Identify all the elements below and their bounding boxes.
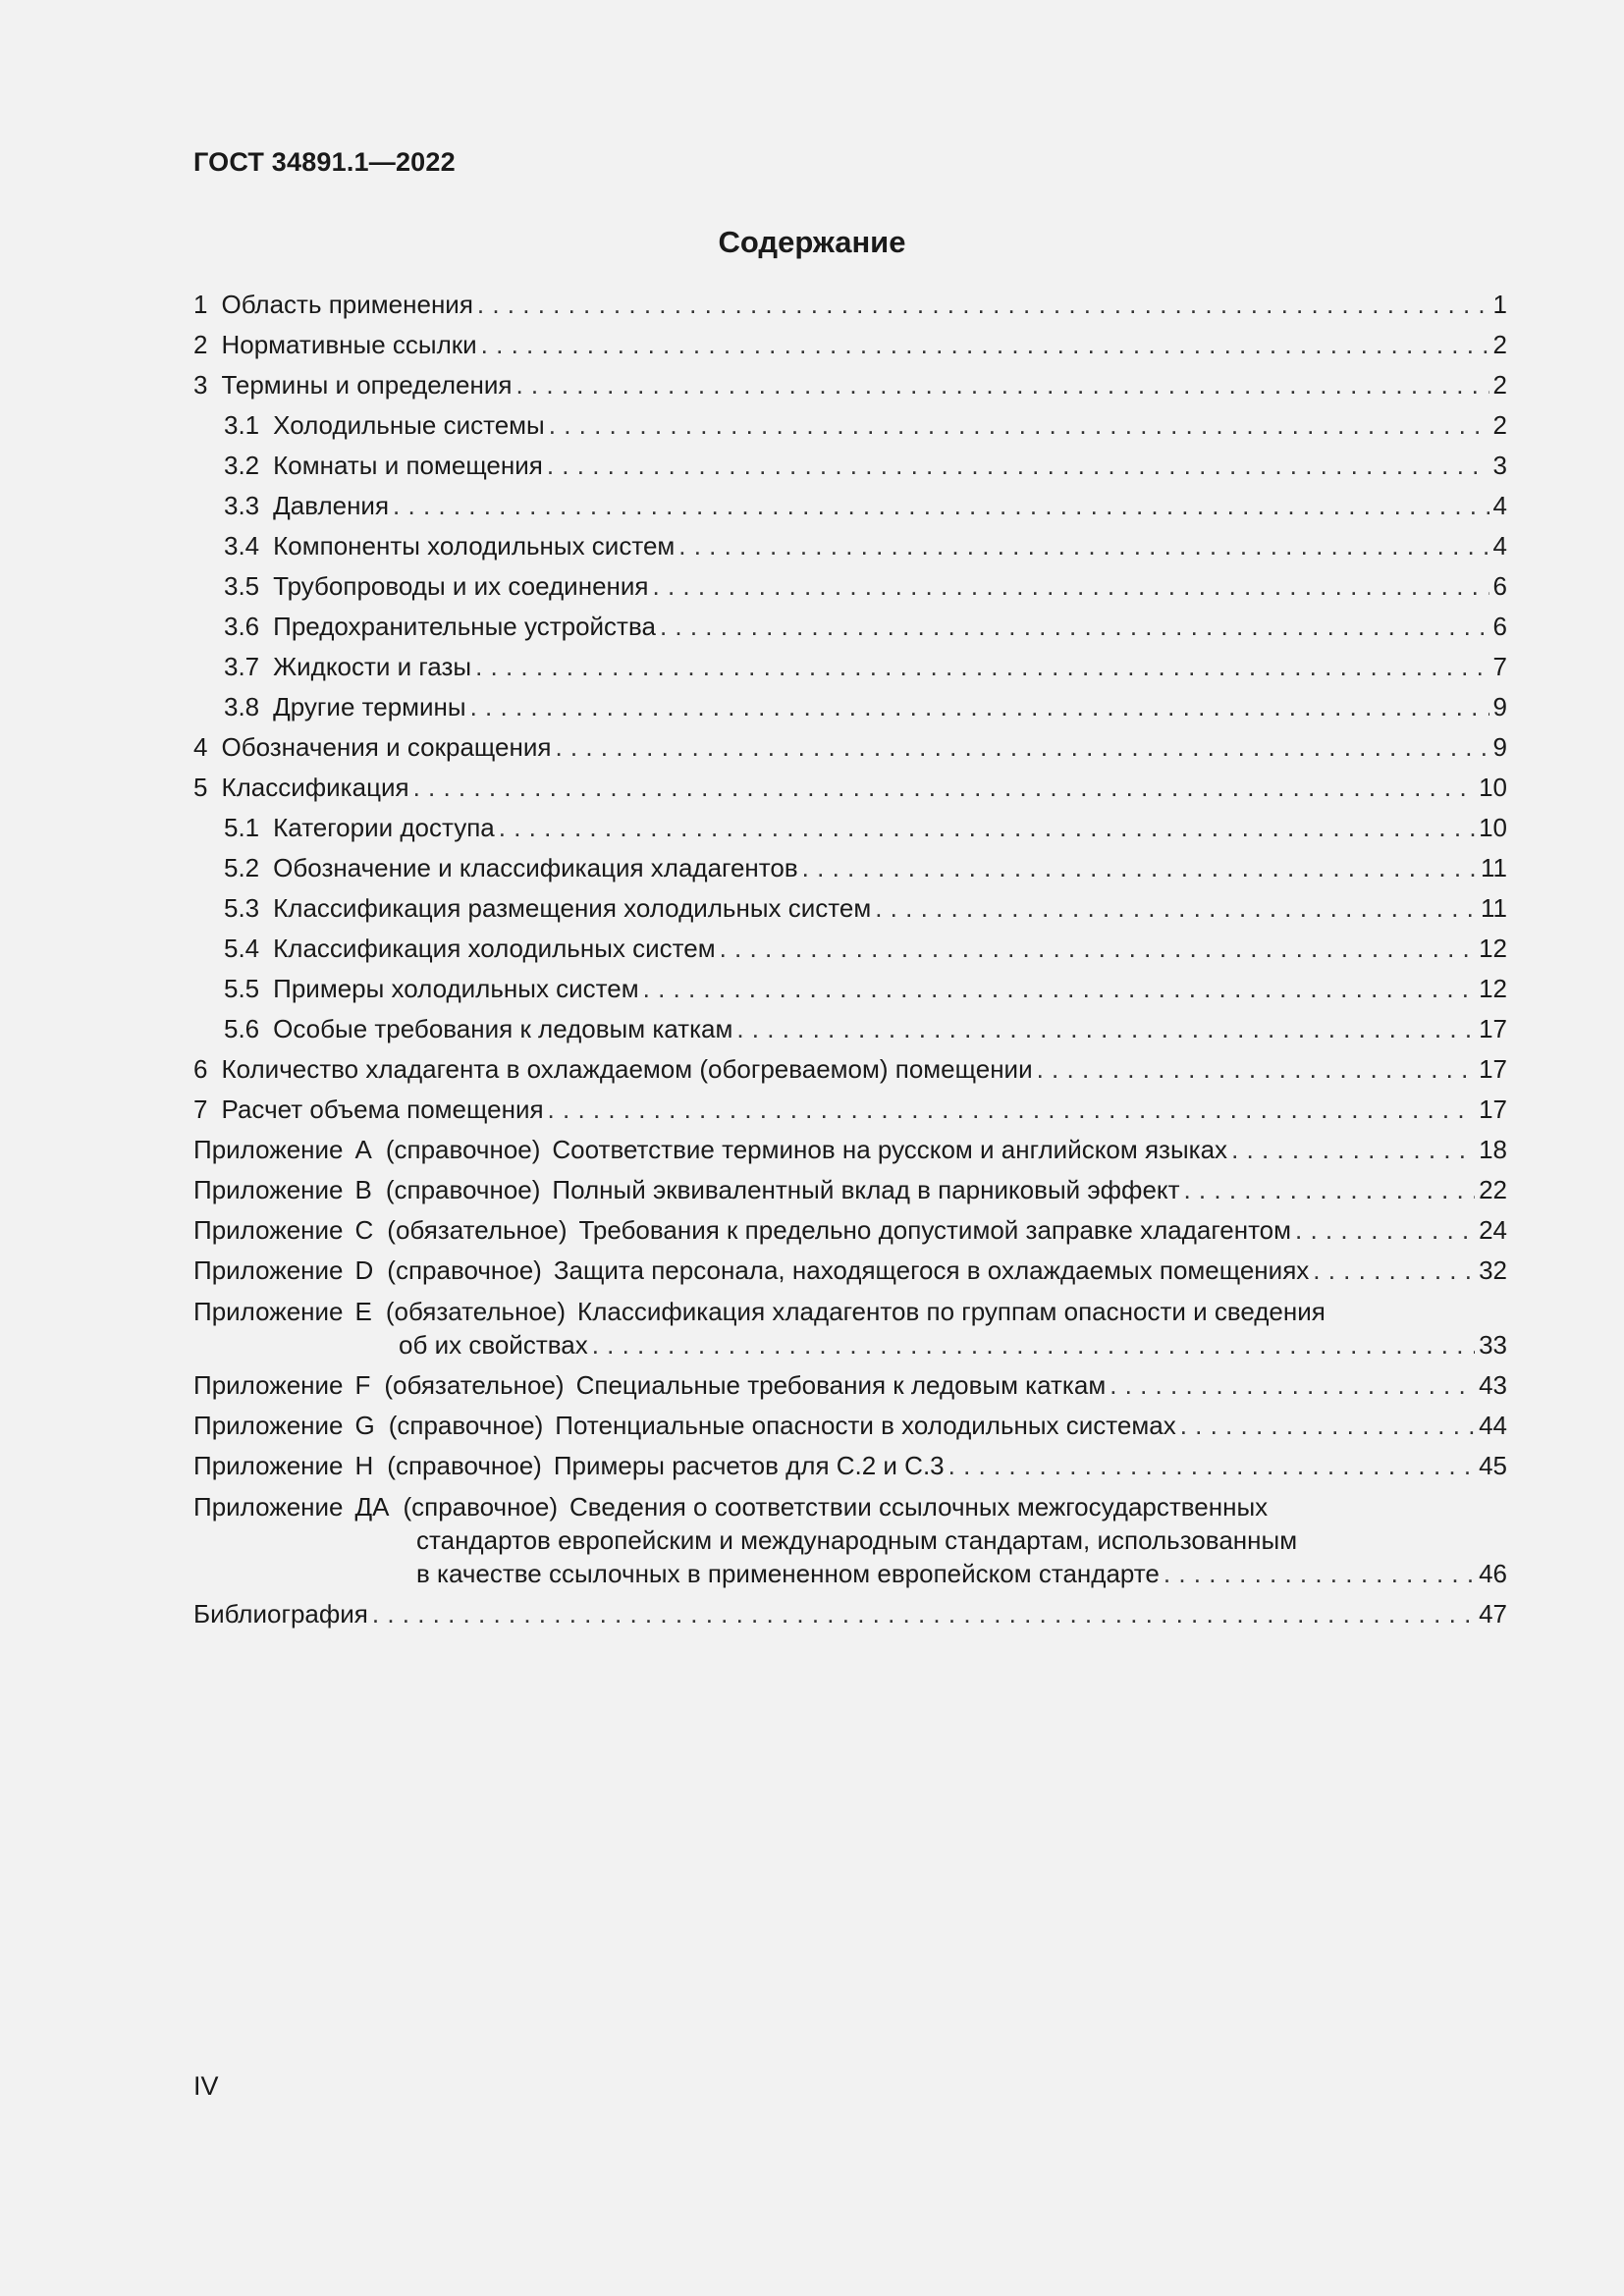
toc-entry[interactable]: 2 Нормативные ссылки . . . 2 (193, 325, 1507, 365)
page-ref: 9 (1492, 692, 1507, 721)
leader-dots (477, 285, 1489, 325)
page-ref: 12 (1479, 974, 1507, 1003)
leader-dots (1183, 1170, 1475, 1210)
toc-subentry[interactable]: 3.7 Жидкости и газы . . . 7 (193, 647, 1507, 687)
leader-dots (1295, 1210, 1475, 1251)
page-ref: 11 (1481, 853, 1507, 882)
leader-dots (1231, 1130, 1475, 1170)
toc-subentry[interactable]: 3.1 Холодильные системы . . . 2 (193, 405, 1507, 446)
leader-dots (515, 365, 1489, 405)
toc-subentry[interactable]: 5.1 Категории доступа . . . 10 (193, 808, 1507, 848)
leader-dots (413, 768, 1475, 808)
toc-subentry[interactable]: 5.6 Особые требования к ледовым каткам . . . 17 (193, 1009, 1507, 1049)
leader-dots (372, 1594, 1475, 1634)
page-ref: 4 (1492, 491, 1507, 520)
page-ref: 10 (1479, 773, 1507, 802)
toc-subentry[interactable]: 5.2 Обозначение и классификация хладагентов . . . 11 (193, 848, 1507, 888)
page-ref: 45 (1479, 1451, 1507, 1480)
toc-subentry[interactable]: 5.5 Примеры холодильных систем . . . 12 (193, 969, 1507, 1009)
page-ref: 4 (1492, 531, 1507, 561)
leader-dots (499, 808, 1475, 848)
page-title: Содержание (718, 225, 906, 259)
page-ref: 6 (1492, 571, 1507, 601)
toc-entry[interactable]: 3 Термины и определения . . . 2 (193, 365, 1507, 405)
toc-subentry[interactable]: 5.4 Классификация холодильных систем . . . 12 (193, 929, 1507, 969)
leader-dots (481, 325, 1489, 365)
page-ref: 12 (1479, 934, 1507, 963)
leader-dots (660, 607, 1489, 647)
page-ref: 33 (1479, 1330, 1507, 1360)
leader-dots (1180, 1406, 1475, 1446)
toc-subentry[interactable]: 3.4 Компоненты холодильных систем . . . 4 (193, 526, 1507, 566)
page-number: IV (193, 2071, 219, 2101)
leader-dots (678, 526, 1489, 566)
page-ref: 3 (1492, 451, 1507, 480)
page-ref: 2 (1492, 370, 1507, 400)
leader-dots (555, 727, 1489, 768)
page-ref: 17 (1479, 1014, 1507, 1043)
leader-dots (1313, 1251, 1475, 1291)
leader-dots (875, 888, 1477, 929)
page-ref: 7 (1492, 652, 1507, 681)
leader-dots (1037, 1049, 1475, 1090)
leader-dots (1110, 1365, 1475, 1406)
toc-entry[interactable]: 4 Обозначения и сокращения . . . 9 (193, 727, 1507, 768)
leader-dots (643, 969, 1475, 1009)
leader-dots (592, 1328, 1475, 1362)
leader-dots (948, 1446, 1475, 1486)
leader-dots (475, 647, 1489, 687)
page-ref: 11 (1481, 893, 1507, 923)
document-id: ГОСТ 34891.1—2022 (193, 147, 456, 177)
toc-annex-da[interactable]: Приложение ДА (справочное) Сведения о соответствии ссылочных межгосударственных стандартов европейским и международным стандартам, использованным в качестве ссылочных в примененном европейском стандарте . . . 46 (193, 1486, 1507, 1594)
page-ref: 24 (1479, 1215, 1507, 1245)
toc-annex-h[interactable]: Приложение H (справочное) Примеры расчетов для С.2 и С.3 . . . 45 (193, 1446, 1507, 1486)
table-of-contents (193, 285, 1507, 1634)
page-ref: 6 (1492, 612, 1507, 641)
toc-annex-d[interactable]: Приложение D (справочное) Защита персонала, находящегося в охлаждаемых помещениях . . . 32 (193, 1251, 1507, 1291)
leader-dots (736, 1009, 1475, 1049)
page-ref: 2 (1492, 330, 1507, 359)
page-ref: 32 (1479, 1255, 1507, 1285)
page-ref: 2 (1492, 410, 1507, 440)
toc-entry[interactable]: 7 Расчет объема помещения . . . 17 (193, 1090, 1507, 1130)
page-ref: 47 (1479, 1599, 1507, 1629)
toc-bibliography[interactable]: Библиография . . . 47 (193, 1594, 1507, 1634)
leader-dots (548, 1090, 1476, 1130)
toc-annex-e[interactable]: Приложение E (обязательное) Классификация хладагентов по группам опасности и сведения об их свойствах . . . 33 (193, 1291, 1507, 1365)
leader-dots (549, 405, 1489, 446)
page-ref: 18 (1479, 1135, 1507, 1164)
page-ref: 9 (1492, 732, 1507, 762)
toc-annex-c[interactable]: Приложение C (обязательное) Требования к предельно допустимой заправке хладагентом . . . 24 (193, 1210, 1507, 1251)
page-ref: 1 (1492, 290, 1507, 319)
page-ref: 10 (1479, 813, 1507, 842)
toc-entry[interactable]: 5 Классификация . . . 10 (193, 768, 1507, 808)
page-ref: 17 (1479, 1054, 1507, 1084)
leader-dots (470, 687, 1489, 727)
toc-annex-g[interactable]: Приложение G (справочное) Потенциальные опасности в холодильных системах . . . 44 (193, 1406, 1507, 1446)
leader-dots (393, 486, 1489, 526)
page-ref: 44 (1479, 1411, 1507, 1440)
toc-subentry[interactable]: 3.6 Предохранительные устройства . . . 6 (193, 607, 1507, 647)
toc-subentry[interactable]: 3.8 Другие термины . . . 9 (193, 687, 1507, 727)
toc-annex-a[interactable]: Приложение A (справочное) Соответствие терминов на русском и английском языках . . . 18 (193, 1130, 1507, 1170)
toc-entry[interactable]: 1 Область применения . . . 1 (193, 285, 1507, 325)
toc-subentry[interactable]: 3.5 Трубопроводы и их соединения . . . 6 (193, 566, 1507, 607)
page-ref: 43 (1479, 1370, 1507, 1400)
toc-subentry[interactable]: 5.3 Классификация размещения холодильных систем . . . 11 (193, 888, 1507, 929)
page-ref: 22 (1479, 1175, 1507, 1204)
toc-subentry[interactable]: 3.3 Давления . . . 4 (193, 486, 1507, 526)
leader-dots (802, 848, 1477, 888)
leader-dots (720, 929, 1475, 969)
page-ref: 17 (1479, 1095, 1507, 1124)
leader-dots (547, 446, 1489, 486)
page-ref: 46 (1479, 1559, 1507, 1588)
toc-subentry[interactable]: 3.2 Комнаты и помещения . . . 3 (193, 446, 1507, 486)
toc-entry[interactable]: 6 Количество хладагента в охлаждаемом (обогреваемом) помещении . . . 17 (193, 1049, 1507, 1090)
leader-dots (1164, 1557, 1475, 1590)
leader-dots (653, 566, 1489, 607)
toc-annex-f[interactable]: Приложение F (обязательное) Специальные требования к ледовым каткам . . . 43 (193, 1365, 1507, 1406)
toc-annex-b[interactable]: Приложение B (справочное) Полный эквивалентный вклад в парниковый эффект . . . 22 (193, 1170, 1507, 1210)
